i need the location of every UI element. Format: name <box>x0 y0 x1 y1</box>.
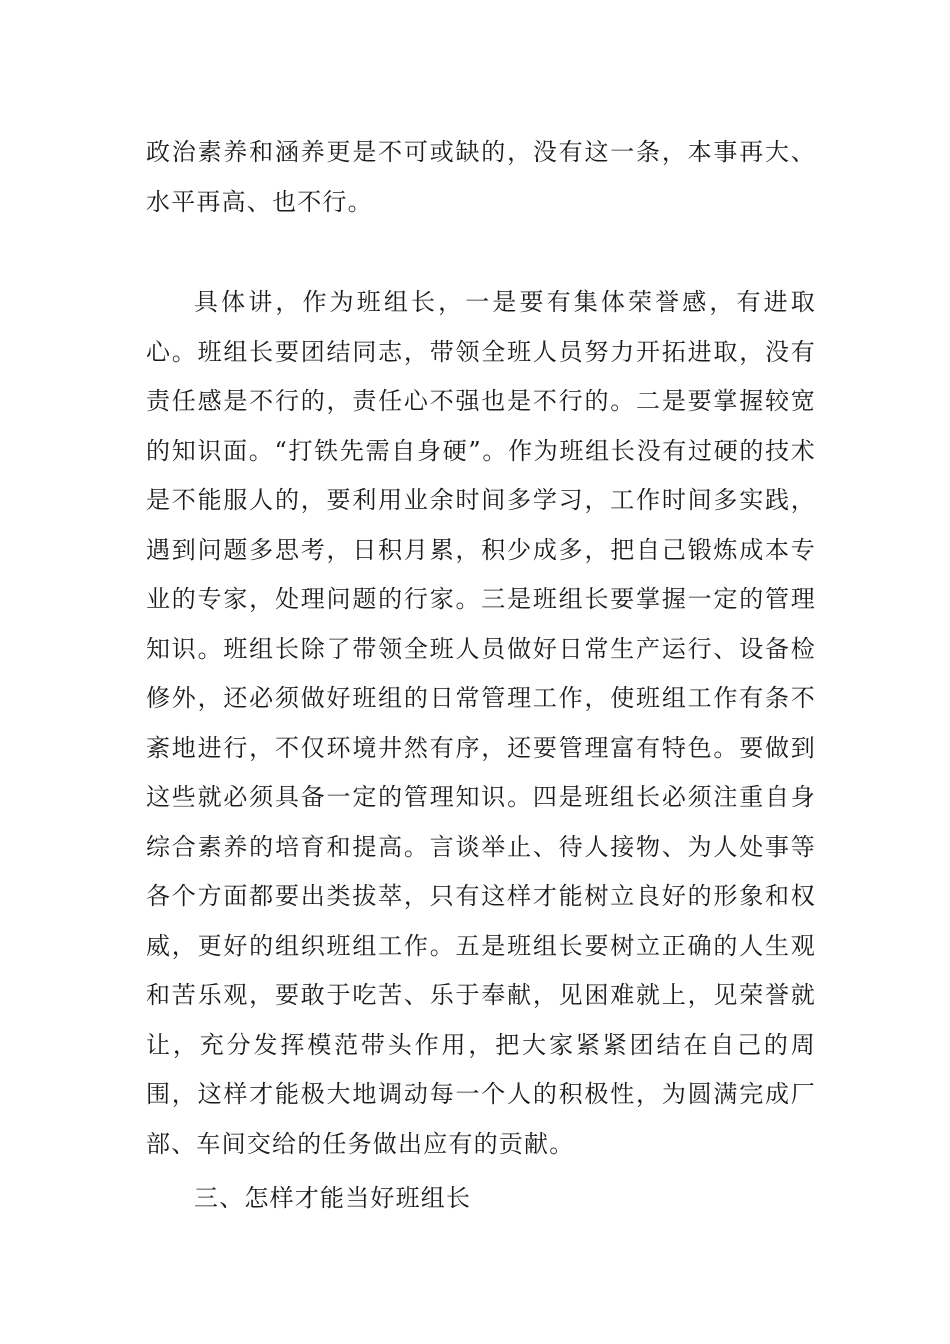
section-heading: 三、怎样才能当好班组长 <box>194 1184 472 1212</box>
paragraph-2: 具体讲，作为班组长，一是要有集体荣誉感，有进取心。班组长要团结同志，带领全班人员努力开拓进取，没有责任感是不行的，责任心不强也是不行的。二是要掌握较宽的知识面。“打铁先需自身硬”。作为班组长没有过硬的技术是不能服人的，要利用业余时间多学习，工作时间多实践，遇到问题多思考，日积月累，积少成多，把自己锻炼成本专业的专家，处理问题的行家。三是班组长要掌握一定的管理知识。班组长除了带领全班人员做好日常生产运行、设备检修外，还必须做好班组的日常管理工作，使班组工作有条不紊地进行，不仅环境井然有序，还要管理富有特色。要做到这些就必须具备一定的管理知识。四是班组长必须注重自身综合素养的培育和提高。言谈举止、待人接物、为人处事等各个方面都要出类拔萃，只有这样才能树立良好的形象和权威，更好的组织班组工作。五是班组长要树立正确的人生观和苦乐观，要敢于吃苦、乐于奉献，见困难就上，见荣誉就让，充分发挥模范带头作用，把大家紧紧团结在自己的周围，这样才能极大地调动每一个人的积极性，为圆满完成厂部、车间交给的任务做出应有的贡献。 <box>146 288 816 1158</box>
paragraph-1: 政治素养和涵养更是不可或缺的，没有这一条，本事再大、水平再高、也不行。 <box>146 138 816 216</box>
